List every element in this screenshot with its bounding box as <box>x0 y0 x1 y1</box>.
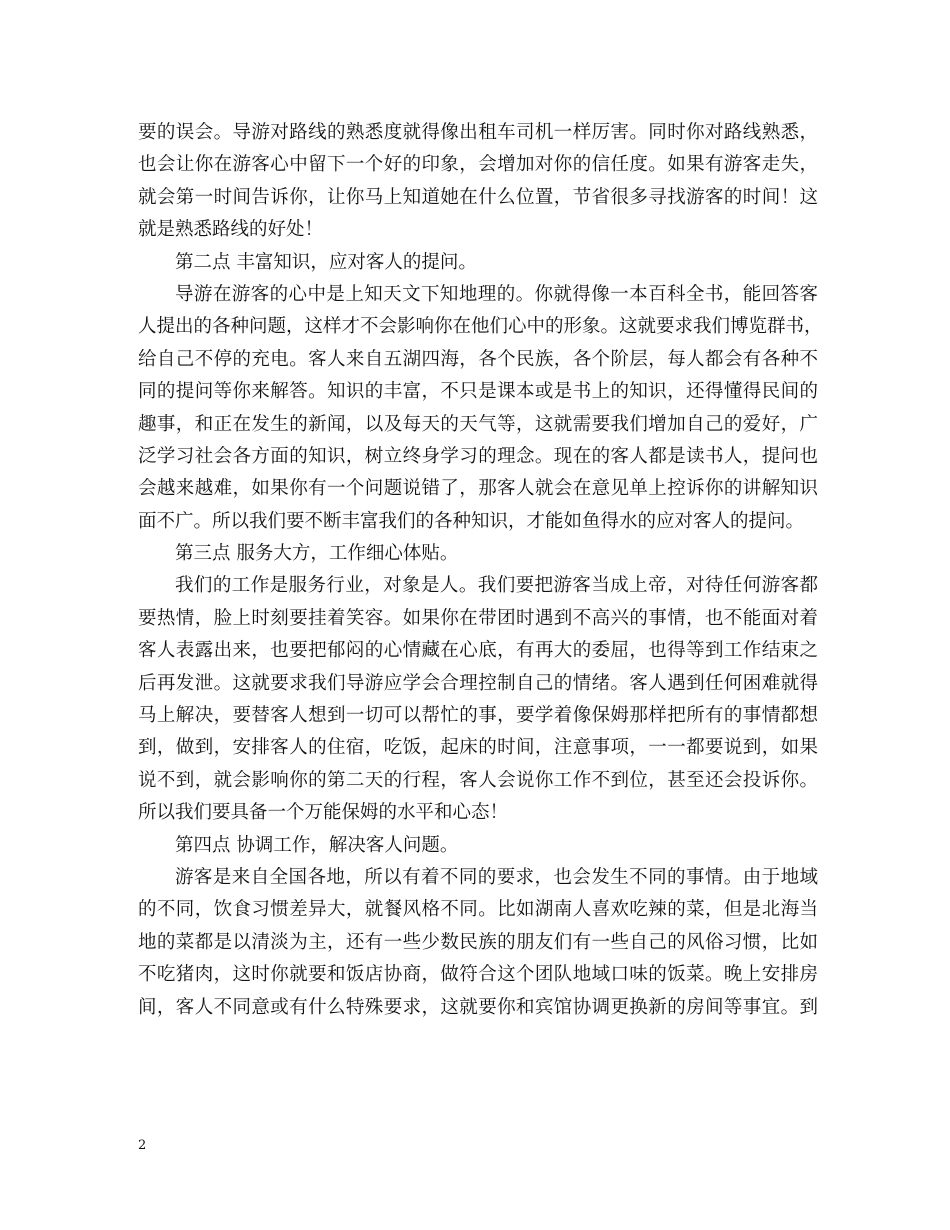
text-line: 人提出的各种问题，这样才不会影响你在他们心中的形象。这就要求我们博览群书， <box>138 316 823 338</box>
text-line: 客人表露出来，也要把郁闷的心情藏在心底，有再大的委屈，也得等到工作结束之 <box>138 640 818 662</box>
text-line: 我们的工作是服务行业，对象是人。我们要把游客当成上帝，对待任何游客都 <box>175 575 818 597</box>
text-line: 地的菜都是以清淡为主，还有一些少数民族的朋友们有一些自己的风俗习惯，比如 <box>138 931 818 953</box>
text-line: 说不到，就会影响你的第二天的行程，客人会说你工作不到位，甚至还会投诉你。 <box>138 769 818 791</box>
text-line: 给自己不停的充电。客人来自五湖四海，各个民族，各个阶层，每人都会有各种不 <box>138 348 818 370</box>
text-line: 导游在游客的心中是上知天文下知地理的。你就得像一本百科全书，能回答客 <box>175 283 818 305</box>
text-line: 不吃猪肉，这时你就要和饭店协商，做符合这个团队地域口味的饭菜。晚上安排房 <box>138 964 818 986</box>
text-line: 泛学习社会各方面的知识，树立终身学习的理念。现在的客人都是读书人，提问也 <box>138 445 818 467</box>
text-line: 就是熟悉路线的好处！ <box>138 219 324 241</box>
text-line: 间，客人不同意或有什么特殊要求，这就要你和宾馆协调更换新的房间等事宜。到 <box>138 996 818 1018</box>
text-line: 要的误会。导游对路线的熟悉度就得像出租车司机一样厉害。同时你对路线熟悉， <box>138 122 818 143</box>
text-line: 游客是来自全国各地，所以有着不同的要求，也会发生不同的事情。由于地域 <box>175 866 818 888</box>
text-line: 的不同，饮食习惯差异大，就餐风格不同。比如湖南人喜欢吃辣的菜，但是北海当 <box>138 899 818 921</box>
text-line: 也会让你在游客心中留下一个好的印象，会增加对你的信任度。如果有游客走失， <box>138 154 818 176</box>
text-line: 要热情，脸上时刻要挂着笑容。如果你在带团时遇到不高兴的事情，也不能面对着 <box>138 607 818 629</box>
text-line: 第三点 服务大方，工作细心体贴。 <box>175 543 459 565</box>
text-line: 第四点 协调工作，解决客人问题。 <box>175 834 459 856</box>
text-line: 同的提问等你来解答。知识的丰富，不只是课本或是书上的知识，还得懂得民间的 <box>138 381 818 403</box>
text-line: 会越来越难，如果你有一个问题说错了，那客人就会在意见单上控诉你的讲解知识 <box>138 478 818 500</box>
text-line: 第二点 丰富知识，应对客人的提问。 <box>175 251 477 273</box>
document-body <box>138 117 823 1024</box>
text-line: 面不广。所以我们要不断丰富我们的各种知识，才能如鱼得水的应对客人的提问。 <box>138 510 805 532</box>
text-line: 趣事，和正在发生的新闻，以及每天的天气等，这就需要我们增加自己的爱好，广 <box>138 413 818 435</box>
text-line: 后再发泄。这就要求我们导游应学会合理控制自己的情绪。客人遇到任何困难就得 <box>138 672 818 694</box>
page-number: 2 <box>138 1138 147 1153</box>
text-line: 马上解决，要替客人想到一切可以帮忙的事，要学着像保姆那样把所有的事情都想 <box>138 705 818 727</box>
text-line: 到，做到，安排客人的住宿，吃饭，起床的时间，注意事项，一一都要说到，如果 <box>138 737 818 759</box>
text-line: 就会第一时间告诉你，让你马上知道她在什么位置，节省很多寻找游客的时间！这 <box>138 186 818 208</box>
text-line: 所以我们要具备一个万能保姆的水平和心态！ <box>138 802 509 824</box>
